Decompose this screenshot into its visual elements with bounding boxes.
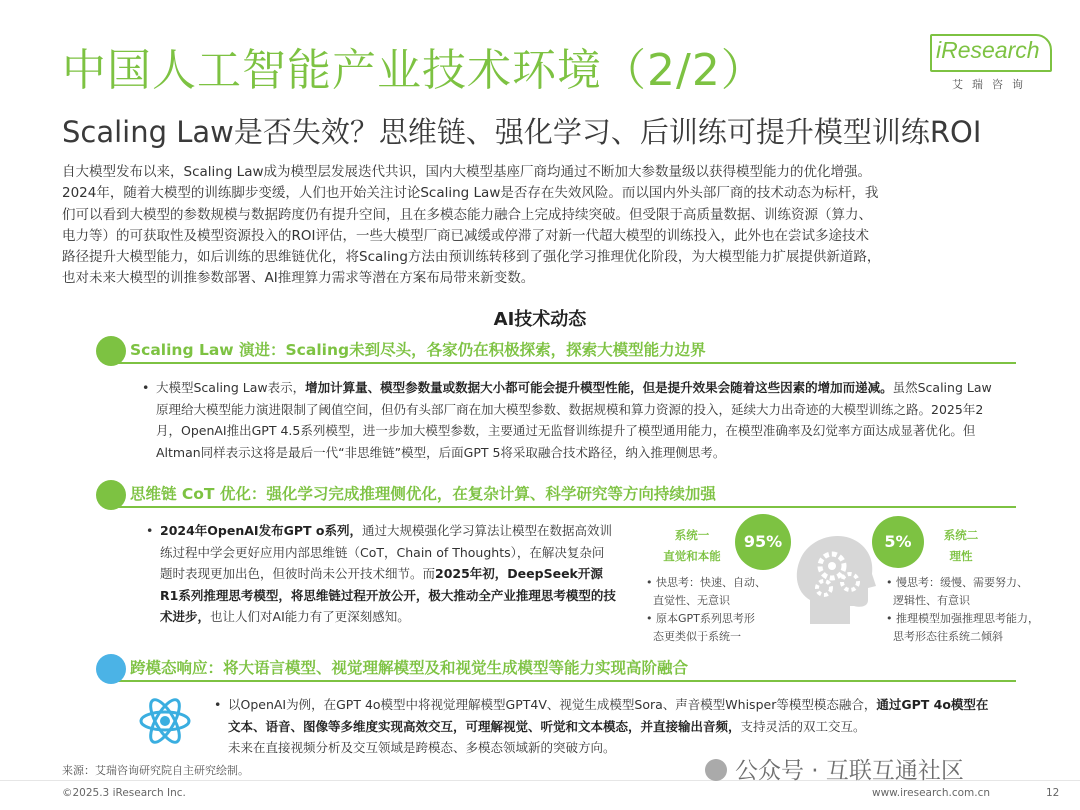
multimodal-section-label: 跨模态响应：将大语言模型、视觉理解模型及和视觉生成模型等能力实现高阶融合 [130,656,694,678]
wechat-icon [705,759,727,781]
system2-list: • 慢思考：缓慢、需要努力、 逻辑性、有意识 • 推理模型加强推理思考能力， 思考形态往系统二倾斜 [886,576,1039,643]
page-subtitle: Scaling Law是否失效？思维链、强化学习、后训练可提升模型训练ROI [62,115,982,149]
cot-section-label: 思维链 CoT 优化：强化学习完成推理侧优化，在复杂计算、科学研究等方向持续加强 [130,482,722,504]
head-gears-icon [790,528,880,628]
system2-title-line2: 理性 [949,549,973,563]
footer-url: www.iresearch.com.cn [872,787,991,799]
system2-note: 思考形态往系统二倾斜 [893,630,1003,643]
scaling-text-2: 虽然Scaling Law原理给大模型能力演进限制了阈值空间，但仍有头部厂商在加大模型参数、数据规模和算力资源的投入，延续大力出奇迹的大模型训练之路。2025年2月，OpenAI推出GPT 4.5系列模型，进一步加大模型参数，主要通过无监督训练提升了模型通用能力，在模型准确率及幻觉率方面达成显著优化。但Altman同样表示这将是最后一代“非思维链”模型，后面GPT 5将采取融合技术路径，纳入推理侧思考。 [156,380,992,460]
system1-percent: 95% [735,514,791,570]
bullet-circle-icon [96,480,126,510]
intro-line: 路径提升大模型能力，如后训练的思维链优化，将Scaling方法由预训练转移到了强化学习推理优化阶段，为大模型能力扩展提供新道路， [62,249,881,266]
system1-list: • 快思考：快速、自动、 直觉性、无意识 • 原本GPT系列思考形 态更类似于系统一 [646,576,766,643]
system2-percent: 5% [872,516,924,568]
multimodal-section-bar [96,654,1016,680]
scaling-bullet: • 大模型Scaling Law表示，增加计算量、模型参数量或数据大小都可能会提升模型性能，但是提升效果会随着这些因素的增加而递减。虽然Scaling Law原理给大模型能力演进限制了阈值空间，但仍有头部厂商在加大模型参数、数据规模和算力资源的投入，延续大力出奇迹的大模型训练之路。2025年2月，OpenAI推出GPT 4.5系列模型，进一步加大模型参数，主要通过无监督训练提升了模型通用能力，在模型准确率及幻觉率方面达成显著优化。但Altman同样表示这将是最后一代“非思维链”模型，后面GPT 5将采取融合技术路径，纳入推理侧思考。 [142,380,992,460]
scaling-text-bold: 增加计算量、模型参数量或数据大小都可能会提升模型性能，但是提升效果会随着这些因素的增加而递减。 [305,380,893,395]
watermark-text: 公众号 · 互联互通社区 [735,758,964,784]
cot-bullet: • 2024年OpenAI发布GPT o系列，通过大规模强化学习算法让模型在数据高效训练过程中学会更好应用内部思维链（CoT，Chain of Thoughts），在解决复杂问题时表现更加出色，但彼时尚未公开技术细节。而2025年初，DeepSeek开源R1系列推理思考模型，将思维链过程开放公开，极大推动全产业推理思考模型的技术进步，也让人们对AI能力有了更深刻感知。 [146,523,616,624]
intro-line: 也对未来大模型的训推参数部署、AI推理算力需求等潜在方案布局带来新变数。 [62,270,535,287]
copyright: ©2025.3 iResearch Inc. [62,787,186,799]
logo-brand: iResearch [936,37,1040,63]
multimodal-bold: 通过GPT 4o模型在文本、语音、图像等多维度实现高效交互，可理解视觉、听觉和文本模态，并直接输出音频， [228,697,989,734]
bullet-circle-icon [96,336,126,366]
watermark [705,752,964,785]
section-heading: AI技术动态 [493,309,587,330]
intro-line: 2024年，随着大模型的训练脚步变缓，人们也开始关注讨论Scaling Law是否存在失效风险。而以国内外头部厂商的技术动态为标杆，我 [62,185,879,202]
intro-paragraph [62,162,1022,290]
cot-bold-2: 2025年初，DeepSeek开源R1系列推理思考模型，将思维链过程开放公开，极大推动全产业推理思考模型的技术进步， [160,566,616,624]
system1-title-line1: 系统一 [674,528,710,542]
page-title: 中国人工智能产业技术环境（2/2） [62,45,766,96]
system1-item: 直觉性、无意识 [653,594,730,607]
system1-item: 快思考：快速、自动、 [656,576,766,589]
system2-item: 慢思考：缓慢、需要努力、 [896,576,1028,589]
bullet-circle-icon [96,654,126,684]
multimodal-bullet: • 以OpenAI为例，在GPT 4o模型中将视觉理解模型GPT4V、视觉生成模型Sora、声音模型Whisper等模型模态融合，通过GPT 4o模型在文本、语音、图像等多维度实现高效交互，可理解视觉、听觉和文本模态，并直接输出音频，支持灵活的双工交互。 未来在直接视频分析及交互领域是跨模态、多模态领域新的突破方向。 [214,697,989,755]
page-number: 12 [1046,787,1060,799]
system1-title [650,525,734,567]
iresearch-logo [930,34,1050,96]
intro-line: 电力等）的可获取性及模型资源投入的ROI评估，一些大模型厂商已减缓或停滞了对新一代超大模型的训练投入，此外也在尝试多途技术 [62,227,869,244]
system2-title-line1: 系统二 [943,528,979,542]
cot-text-1: 通过大规模强化学习算法让模型在数据高效训练过程中学会更好应用内部思维链（CoT，Chain of Thoughts），在解决复杂问题时表现更加出色，但彼时尚未公开技术细节。而 [160,523,612,581]
intro-line: 们可以看到大模型的参数规模与数据跨度仍有提升空间，且在多模态能力融合上完成持续突破。但受限于高质量数据、训练资源（算力、 [62,206,872,223]
cot-section-bar [96,480,1016,506]
system1-title-line2: 直觉和本能 [663,549,721,563]
multimodal-text-1: 以OpenAI为例，在GPT 4o模型中将视觉理解模型GPT4V、视觉生成模型Sora、声音模型Whisper等模型模态融合， [228,697,877,712]
intro-line: 自大模型发布以来，Scaling Law成为模型层发展迭代共识，国内大模型基座厂商均通过不断加大参数量级以获得模型能力的优化增强。 [62,164,872,180]
source-note: 来源：艾瑞咨询研究院自主研究绘制。 [62,764,249,777]
system2-title [926,525,996,567]
scaling-section-label: Scaling Law 演进：Scaling未到尽头，各家仍在积极探索，探索大模型能力边界 [130,338,712,360]
scaling-text-1: 大模型Scaling Law表示， [156,380,306,395]
atom-icon [138,694,192,748]
cot-bold-1: 2024年OpenAI发布GPT o系列， [160,523,362,538]
scaling-section-bar [96,336,1016,362]
multimodal-text-2: 支持灵活的双工交互。 [740,718,866,734]
system1-note: 态更类似于系统一 [653,630,741,643]
cot-text-2: 也让人们对AI能力有了更深刻感知。 [210,609,410,624]
system1-note: 原本GPT系列思考形 [656,612,755,625]
logo-sub: 艾瑞咨询 [952,78,1032,91]
system2-item: 逻辑性、有意识 [893,594,970,607]
multimodal-text-3: 未来在直接视频分析及交互领域是跨模态、多模态领域新的突破方向。 [228,740,616,755]
system2-note: 推理模型加强推理思考能力， [896,612,1039,625]
